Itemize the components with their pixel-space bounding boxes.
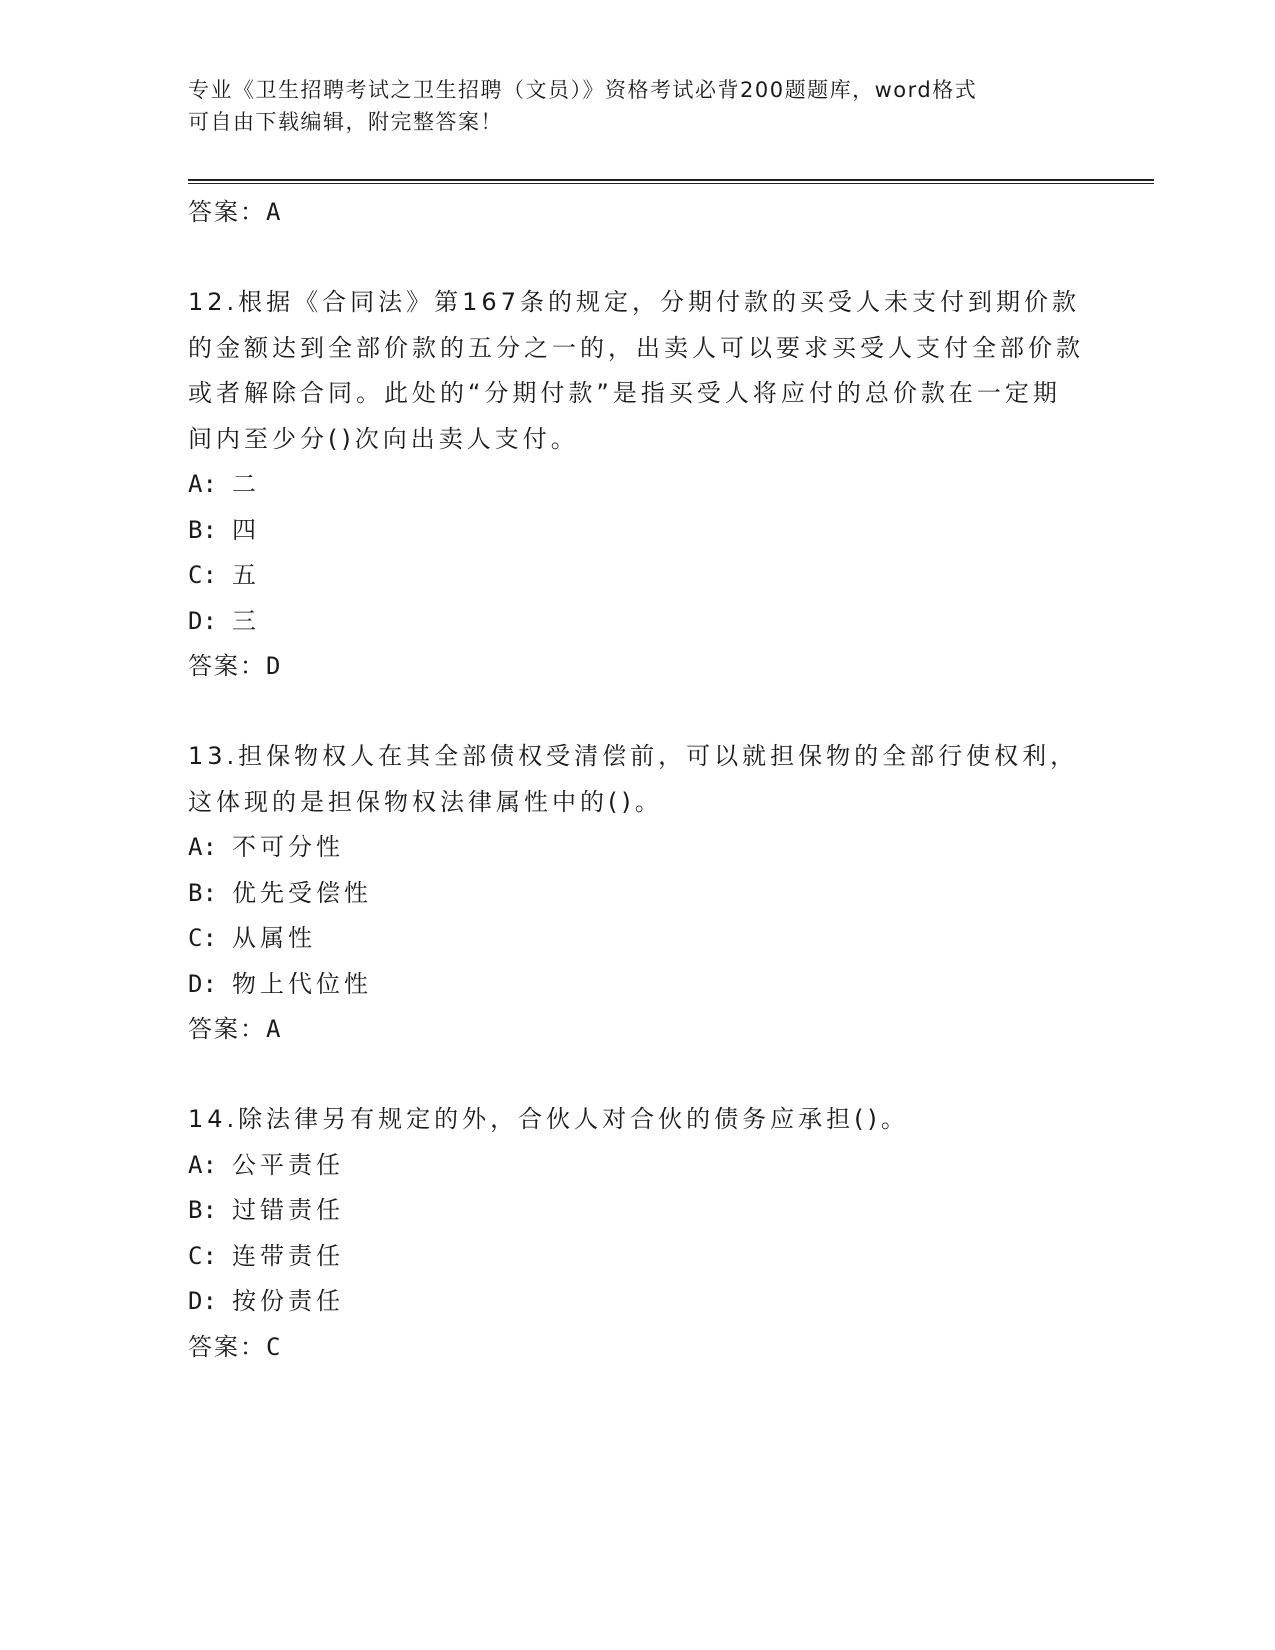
question-content <box>188 190 1088 1370</box>
answer-label: 答案： <box>188 652 266 680</box>
option-a <box>188 462 1088 508</box>
option-d <box>188 599 1088 645</box>
option-c <box>188 1234 1088 1280</box>
option-c <box>188 553 1088 599</box>
header-line-1: 专业《卫生招聘考试之卫生招聘（文员）》资格考试必背200题题库，word格式 <box>188 78 978 102</box>
answer-line <box>188 1325 1088 1370</box>
answer-line <box>188 1007 1088 1052</box>
option-key: B: <box>188 1196 217 1224</box>
option-key: B: <box>188 515 217 544</box>
option-a <box>188 1143 1088 1189</box>
question-text: 14.除法律另有规定的外，合伙人对合伙的债务应承担()。 <box>188 1105 909 1133</box>
option-text: 二 <box>232 470 260 498</box>
option-key: D: <box>188 1287 217 1315</box>
option-a <box>188 825 1088 871</box>
answer-label: 答案： <box>188 1015 266 1043</box>
option-key: A: <box>188 470 217 498</box>
answer-value: C <box>266 1332 283 1361</box>
option-text: 五 <box>232 561 260 589</box>
option-key: B: <box>188 878 217 907</box>
question-text: 12.根据《合同法》第167条的规定，分期付款的买受人未支付到期价款的金额达到全部价款的五分之一的，出卖人可以要求买受人支付全部价款或者解除合同。此处的“分期付款”是指买受人将应付的总价款在一定期间内至少分()次向出卖人支付。 <box>188 288 1084 453</box>
option-key: C: <box>188 561 217 589</box>
option-key: A: <box>188 1150 217 1179</box>
option-key: D: <box>188 969 217 998</box>
option-b <box>188 1188 1088 1234</box>
option-text: 从属性 <box>232 924 316 952</box>
option-key: A: <box>188 833 217 861</box>
option-text: 三 <box>232 606 260 635</box>
option-text: 优先受偿性 <box>232 878 372 907</box>
option-text: 按份责任 <box>232 1287 344 1315</box>
option-key: C: <box>188 924 217 952</box>
option-text: 不可分性 <box>232 833 344 861</box>
option-key: D: <box>188 606 217 635</box>
answer-label: 答案： <box>188 1332 266 1361</box>
question-block <box>188 1097 1088 1370</box>
question-block <box>188 280 1088 689</box>
option-b <box>188 508 1088 554</box>
answer-value: D <box>266 652 283 680</box>
option-text: 过错责任 <box>232 1196 344 1224</box>
question-text: 13.担保物权人在其全部债权受清偿前，可以就担保物的全部行使权利，这体现的是担保物权法律属性中的()。 <box>188 742 1079 816</box>
option-key: C: <box>188 1241 217 1270</box>
answer-value: A <box>266 1015 283 1043</box>
page-header <box>188 74 1068 138</box>
answer-label: 答案： <box>188 198 266 226</box>
answer-line <box>188 190 1088 235</box>
option-b <box>188 871 1088 917</box>
option-d <box>188 1279 1088 1325</box>
header-line-2: 可自由下载编辑，附完整答案！ <box>188 110 503 134</box>
option-d <box>188 962 1088 1008</box>
question-block <box>188 734 1088 1052</box>
answer-value: A <box>266 198 283 226</box>
option-text: 连带责任 <box>232 1241 344 1270</box>
option-c <box>188 916 1088 962</box>
option-text: 物上代位性 <box>232 969 372 998</box>
header-divider <box>188 179 1154 184</box>
option-text: 公平责任 <box>232 1150 344 1179</box>
option-text: 四 <box>232 515 260 544</box>
answer-line <box>188 644 1088 689</box>
